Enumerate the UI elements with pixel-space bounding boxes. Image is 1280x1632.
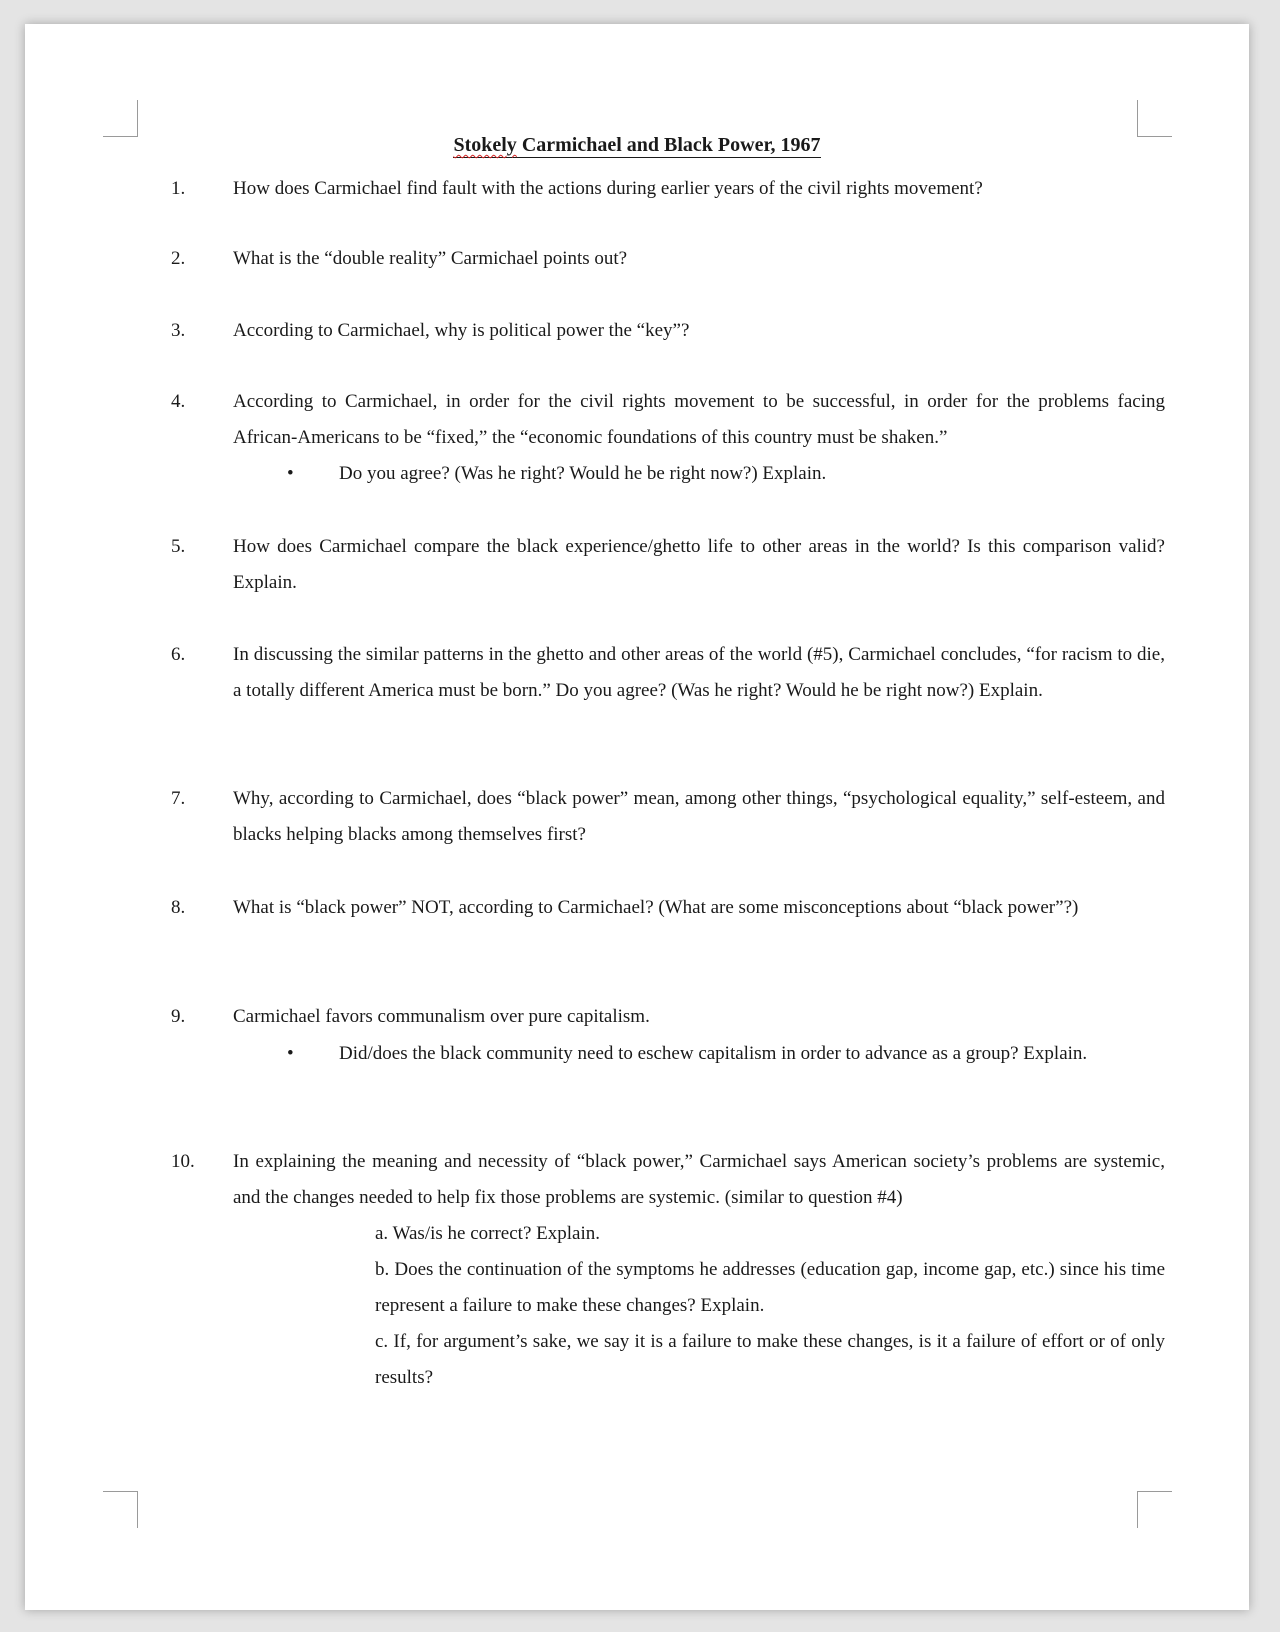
page-title	[25, 134, 1249, 157]
bullet-text: Did/does the black community need to eschew capitalism in order to advance as a group? Explain.	[339, 1043, 1088, 1064]
question-number: 5.	[171, 536, 186, 557]
sub-question-text: b. Does the continuation of the symptoms he addresses (education gap, income gap, etc.) since his time represent a failure to make these changes? Explain.	[375, 1259, 1165, 1316]
question-number: 4.	[171, 391, 186, 412]
question-text: How does Carmichael find fault with the actions during earlier years of the civil rights movement?	[233, 178, 983, 199]
corner-mark-bottom-right	[1137, 1491, 1172, 1528]
title-rest: Carmichael and Black Power, 1967	[516, 134, 821, 156]
question-10-sub-c	[171, 1324, 1165, 1396]
sub-question-text: c. If, for argument’s sake, we say it is a failure to make these changes, is it a failure of effort or of only results?	[375, 1331, 1165, 1388]
question-4	[171, 384, 1165, 456]
question-2	[171, 241, 1165, 277]
question-10-sub-b	[171, 1252, 1165, 1324]
question-number: 8.	[171, 897, 186, 918]
corner-mark-top-left	[103, 100, 138, 137]
question-5	[171, 529, 1165, 601]
question-text: According to Carmichael, in order for the civil rights movement to be successful, in order for the problems facing African-Americans to be “fixed,” the “economic foundations of this country must be shaken.”	[233, 391, 1165, 448]
question-number: 6.	[171, 644, 186, 665]
bullet-text: Do you agree? (Was he right? Would he be right now?) Explain.	[339, 463, 827, 484]
question-number: 9.	[171, 1006, 186, 1027]
question-9	[171, 999, 1165, 1035]
sub-question-text: a. Was/is he correct? Explain.	[375, 1223, 600, 1244]
question-text: In discussing the similar patterns in the ghetto and other areas of the world (#5), Carmichael concludes, “for racism to die, a totally different America must be born.” Do you agree? (Was he right? Would he be right now?) Explain.	[233, 644, 1165, 701]
question-1	[171, 171, 1165, 207]
question-number: 10.	[171, 1151, 195, 1172]
question-10	[171, 1144, 1165, 1216]
question-text: How does Carmichael compare the black experience/ghetto life to other areas in the world? Is this comparison valid? Explain.	[233, 536, 1165, 593]
title-first-word: Stokely	[453, 134, 517, 156]
corner-mark-top-right	[1137, 100, 1172, 137]
document-page	[25, 24, 1249, 1610]
question-9-bullet	[171, 1036, 1165, 1072]
question-number: 1.	[171, 178, 186, 199]
question-6	[171, 637, 1165, 709]
corner-mark-bottom-left	[103, 1491, 138, 1528]
question-3	[171, 313, 1165, 349]
bullet-dot: •	[287, 1043, 294, 1064]
question-7	[171, 781, 1165, 853]
question-number: 3.	[171, 320, 186, 341]
question-text: What is “black power” NOT, according to Carmichael? (What are some misconceptions about “black power”?)	[233, 897, 1079, 918]
question-text: In explaining the meaning and necessity of “black power,” Carmichael says American society’s problems are systemic, and the changes needed to help fix those problems are systemic. (similar to question #4)	[233, 1151, 1165, 1208]
question-text: What is the “double reality” Carmichael points out?	[233, 248, 628, 269]
question-text: Carmichael favors communalism over pure capitalism.	[233, 1006, 650, 1027]
question-10-sub-a	[171, 1216, 1165, 1252]
question-8	[171, 890, 1165, 926]
bullet-dot: •	[287, 463, 294, 484]
question-number: 7.	[171, 788, 186, 809]
question-text: According to Carmichael, why is political power the “key”?	[233, 320, 690, 341]
question-4-bullet	[171, 456, 1165, 492]
question-text: Why, according to Carmichael, does “black power” mean, among other things, “psychological equality,” self-esteem, and blacks helping blacks among themselves first?	[233, 788, 1165, 845]
question-number: 2.	[171, 248, 186, 269]
